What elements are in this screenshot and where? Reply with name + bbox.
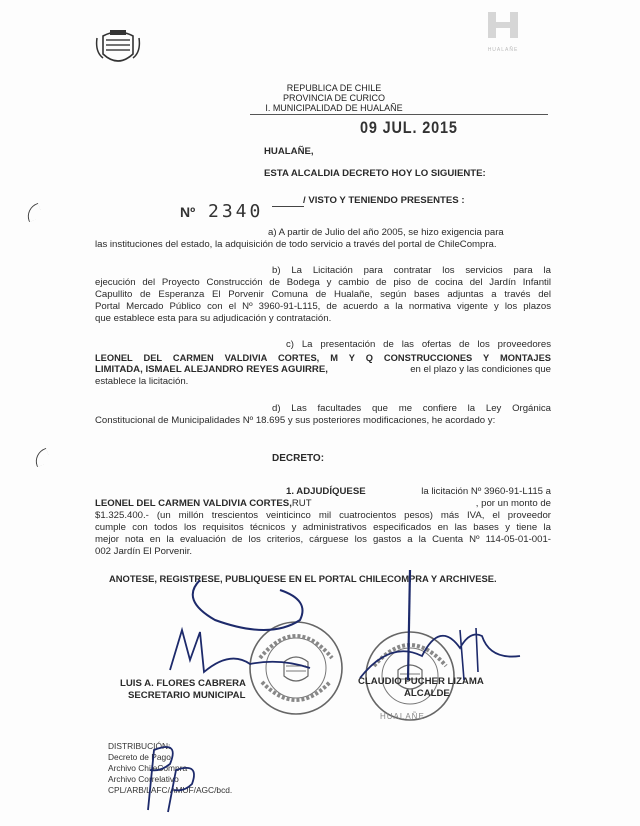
decree-number-prefix: Nº [180, 204, 196, 220]
rut-redacted [312, 498, 476, 510]
consideration-a-line1: a) A partir de Julio del año 2005, se hizo exigencia para [268, 227, 504, 238]
secretary-title: SECRETARIO MUNICIPAL [128, 690, 246, 701]
header-province: PROVINCIA DE CURICO [282, 93, 385, 103]
mayor-stamp-footer: HUALAÑE [380, 712, 425, 721]
consideration-d-line1: d) Las facultades que me confiere la Ley Orgánica [272, 403, 551, 414]
decreto-title: DECRETO: [272, 453, 325, 464]
c-line3-bold: LIMITADA, ISMAEL ALEJANDRO REYES AGUIRRE, [95, 364, 328, 375]
place-label: HUALAÑE, [264, 146, 314, 157]
consideration-c-line1: c) La presentación de las ofertas de los proveedores [286, 339, 551, 350]
consideration-b-line3: Capullito de Esperanza El Porvenir Comuna de Hualañe, según bases adjuntas a través del [95, 289, 551, 300]
decree-number-underline [272, 206, 304, 207]
resolution-line4: cumple con todos los requisitos técnicos y administrativos especificados en las bases y tiene la [95, 522, 551, 533]
secretary-name: LUIS A. FLORES CABRERA [120, 678, 246, 689]
consideration-b-line5: que establece esta para su adjudicación y contratación. [95, 313, 332, 324]
adjudiquese-label: 1. ADJUDÍQUESE [286, 486, 366, 497]
consideration-c-line2: LEONEL DEL CARMEN VALDIVIA CORTES, M Y Q CONSTRUCCIONES Y MONTAJES [95, 353, 551, 363]
date-stamp: 09 JUL. 2015 [360, 118, 458, 137]
provider-name: LEONEL DEL CARMEN VALDIVIA CORTES, [95, 498, 292, 509]
punch-hole-bottom [32, 448, 51, 467]
consideration-c-line4: establece la licitación. [95, 376, 189, 387]
h-logo-icon [480, 10, 526, 42]
resolution-line2-rest: , por un monto de [475, 498, 551, 509]
initials-scribble [140, 740, 210, 815]
mayor-name: CLAUDIO PUCHER LIZAMA [358, 676, 484, 687]
resolution-line2 [95, 498, 551, 510]
mayor-title: ALCALDE [404, 688, 450, 699]
consideration-b-line4: Portal Mercado Público con el Nº 3960-91-L115, de acuerdo a la normativa vigente y los plazos [95, 301, 551, 312]
handwritten-signatures [160, 560, 530, 690]
distribution-item: Archivo Correlativo [108, 774, 179, 784]
distribution-item: Decreto de Pago [108, 752, 171, 762]
coat-of-arms-icon [95, 28, 141, 70]
resolution-line3: $1.325.400.- (un millón trescientos veinticinco mil cuatrocientos pesos) más IVA, el proveedor [95, 510, 551, 521]
resolution-line1 [286, 486, 551, 498]
distribution-item: CPL/ARB/LAFC/AMUF/AGC/bcd. [108, 785, 233, 795]
distribution-item: Archivo ChileCompra [108, 763, 188, 773]
header-rule [250, 114, 548, 115]
header-municipality: I. MUNICIPALIDAD DE HUALAÑE [265, 103, 403, 113]
consideration-b-line1: b) La Licitación para contratar los servicios para la [272, 265, 551, 276]
consideration-b-line2: ejecución del Proyecto Construcción de Bodega y cambio de piso de cocina del Jardín Infantil [95, 277, 551, 288]
logo-caption: HUALAÑE [487, 47, 519, 53]
header-republic: REPUBLICA DE CHILE [286, 83, 382, 93]
decree-number: 2340 [208, 201, 264, 222]
consideration-c-line3 [95, 364, 551, 376]
municipality-logo [480, 10, 526, 54]
consideration-a-line2: las instituciones del estado, la adquisición de todo servicio a través del portal de ChileCompra. [95, 239, 497, 250]
punch-hole-top [24, 203, 43, 222]
rut-label: RUT [291, 498, 312, 509]
decree-intro: ESTA ALCALDIA DECRETO HOY LO SIGUIENTE: [264, 168, 486, 179]
resolution-line5: mejor nota en la evaluación de los criterios, cárguese los gastos a la Cuenta Nº 114-05-01-001- [95, 534, 551, 545]
resolution-line6: 002 Jardín El Porvenir. [95, 546, 193, 557]
consideration-d-line2: Constitucional de Municipalidades Nº 18.695 y sus posteriores modificaciones, he acordado y: [95, 415, 496, 426]
visto-label: / VISTO Y TENIENDO PRESENTES : [303, 195, 465, 206]
distribution-title: DISTRIBUCIÓN: [108, 741, 171, 751]
c-line3-rest: en el plazo y las condiciones que [410, 364, 551, 375]
closing-statement: ANOTESE, REGISTRESE, PUBLIQUESE EN EL PORTAL CHILECOMPRA Y ARCHIVESE. [109, 573, 497, 584]
resolution-line1-rest: la licitación Nº 3960-91-L115 a [421, 486, 551, 497]
